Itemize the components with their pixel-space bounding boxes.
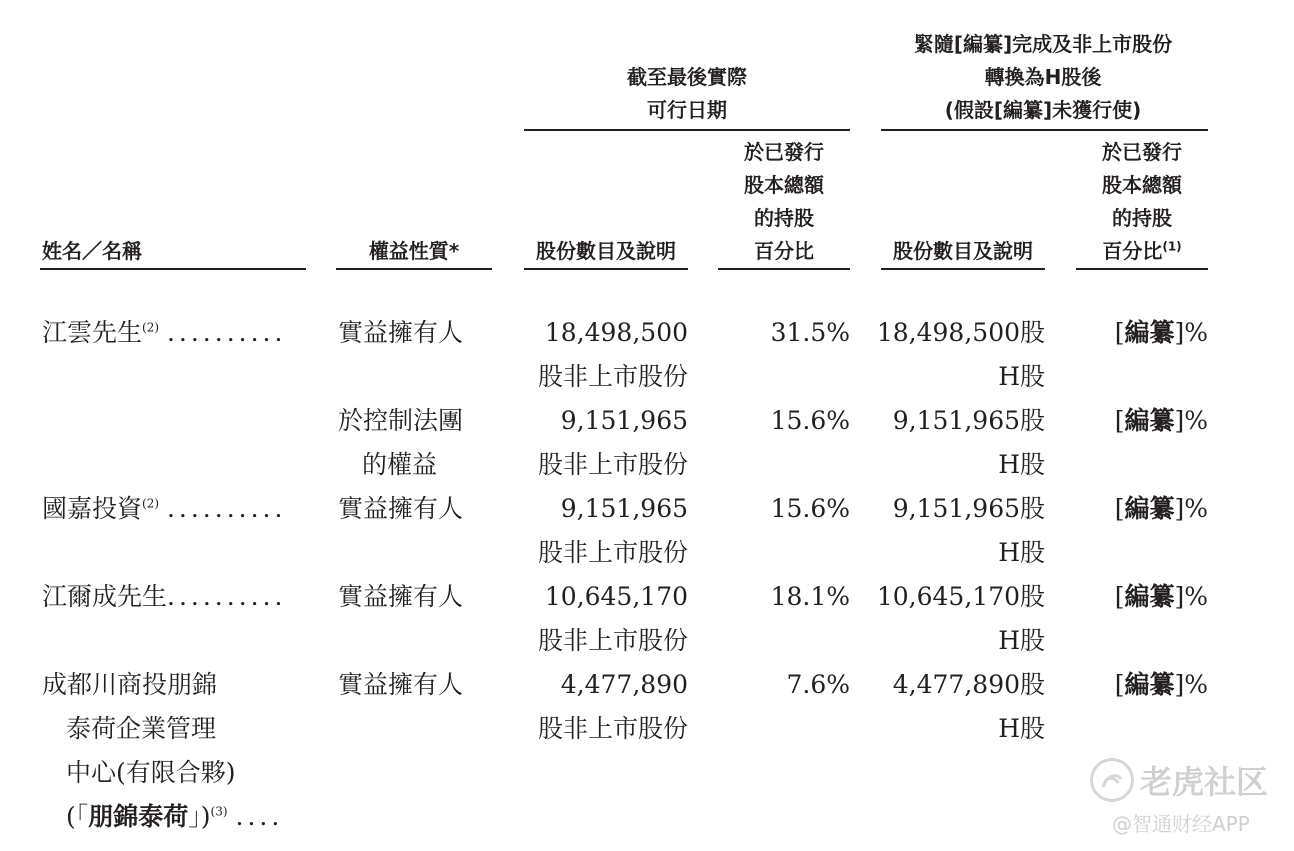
col-header-name: 姓名／名稱	[42, 239, 142, 263]
row5-name-line4	[66, 795, 283, 839]
col-header-pct2-line3: 的持股	[1112, 206, 1172, 230]
row5-pct1: 7.6%	[786, 670, 850, 699]
col-rule-pct1	[718, 268, 850, 270]
row4-pct2-close: ]%	[1174, 582, 1208, 611]
col-header-shares2: 股份數目及說明	[893, 239, 1033, 263]
group1-header	[524, 61, 850, 127]
row5-name-line4-open: (「	[66, 802, 89, 831]
row2-nature-line2: 的權益	[362, 450, 438, 479]
row1-pct1: 31.5%	[770, 318, 850, 347]
col-rule-name	[40, 268, 306, 270]
col-header-pct1-line4: 百分比	[754, 239, 814, 263]
group2-header-line2: 轉換為H股後	[984, 65, 1102, 89]
col-rule-nature	[336, 268, 492, 270]
row2-shares1-desc: 股非上市股份	[537, 450, 688, 479]
row4-pct2	[1076, 575, 1208, 619]
col-header-pct1	[718, 136, 850, 268]
row4-shares2: 10,645,170股	[876, 582, 1045, 611]
row3-shares1-desc: 股非上市股份	[537, 538, 688, 567]
footnote-ref: (1)	[1162, 239, 1182, 254]
row3-pct2-redacted: 編纂	[1124, 494, 1175, 523]
row1-shares1: 18,498,500	[544, 318, 688, 347]
row3-nature: 實益擁有人	[338, 494, 464, 523]
row2-shares2-desc: H股	[998, 450, 1045, 479]
row1-name-text: 江雲先生	[42, 318, 143, 347]
col-header-pct1-line3: 的持股	[754, 206, 814, 230]
row4-shares1-desc: 股非上市股份	[537, 626, 688, 655]
row4-shares2-desc: H股	[998, 626, 1045, 655]
row4-shares1: 10,645,170	[544, 582, 688, 611]
col-header-pct2-line1: 於已發行	[1102, 140, 1182, 164]
row3-footnote: (2)	[142, 496, 160, 511]
group2-header-line1: 緊隨[編纂]完成及非上市股份	[913, 32, 1173, 56]
row3-shares2: 9,151,965股	[892, 494, 1045, 523]
row2-pct2-redacted: 編纂	[1124, 406, 1175, 435]
watermark-brand: 老虎社区	[1140, 763, 1269, 801]
watermark-handle: @智通财经APP	[1112, 812, 1250, 836]
col-header-shares1: 股份數目及說明	[536, 239, 676, 263]
row4-pct2-open: [	[1114, 582, 1125, 611]
row1-pct2-open: [	[1114, 318, 1125, 347]
row5-name-line4-close: 」)	[188, 802, 211, 831]
group2-rule	[881, 129, 1208, 131]
row2-pct1: 15.6%	[770, 406, 850, 435]
row1-nature: 實益擁有人	[338, 318, 464, 347]
row5-leader-dots: ....	[235, 802, 284, 831]
row3-pct2	[1076, 487, 1208, 531]
row5-shares2: 4,477,890股	[892, 670, 1045, 699]
col-header-pct2-line2: 股本總額	[1102, 173, 1182, 197]
row1-name	[42, 311, 286, 355]
row1-pct2	[1076, 311, 1208, 355]
row5-name-line4-short: 朋錦泰荷	[88, 802, 189, 831]
row1-pct2-redacted: 編纂	[1124, 318, 1175, 347]
row3-shares2-desc: H股	[998, 538, 1045, 567]
row4-pct2-redacted: 編纂	[1124, 582, 1175, 611]
row1-shares2: 18,498,500股	[876, 318, 1045, 347]
group1-rule	[524, 129, 850, 131]
row1-footnote: (2)	[142, 320, 160, 335]
row3-leader-dots: ..........	[166, 494, 287, 523]
row2-nature-line1: 於控制法團	[338, 406, 464, 435]
row5-shares2-desc: H股	[998, 714, 1045, 743]
col-header-pct2-line4	[1076, 235, 1208, 268]
row2-pct2	[1076, 399, 1208, 443]
row5-name-line2: 泰荷企業管理	[66, 714, 217, 743]
row5-pct2	[1076, 663, 1208, 707]
col-header-pct1-line2: 股本總額	[744, 173, 824, 197]
row1-shares1-desc: 股非上市股份	[537, 362, 688, 391]
col-header-pct2	[1076, 136, 1208, 268]
row5-shares1: 4,477,890	[560, 670, 688, 699]
row2-shares2: 9,151,965股	[892, 406, 1045, 435]
col-rule-shares2	[881, 268, 1045, 270]
row3-name-text: 國嘉投資	[42, 494, 143, 523]
row4-name-text: 江爾成先生	[42, 582, 168, 611]
col-rule-shares1	[524, 268, 688, 270]
row4-leader-dots: ..........	[167, 582, 287, 611]
col-header-pct1-line1: 於已發行	[744, 140, 824, 164]
row5-name-line3: 中心(有限合夥)	[66, 758, 236, 787]
row4-name	[42, 575, 286, 619]
row3-pct2-open: [	[1114, 494, 1125, 523]
group1-header-line2: 可行日期	[647, 98, 727, 122]
col-header-pct2-line4-text: 百分比	[1102, 239, 1163, 263]
row2-shares1: 9,151,965	[560, 406, 688, 435]
row5-name-line1: 成都川商投朋錦	[42, 670, 218, 699]
row3-pct1: 15.6%	[770, 494, 850, 523]
row4-pct1: 18.1%	[770, 582, 850, 611]
row4-nature: 實益擁有人	[338, 582, 464, 611]
col-rule-pct2	[1076, 268, 1208, 270]
row5-pct2-redacted: 編纂	[1124, 670, 1175, 699]
group2-header	[878, 28, 1208, 127]
watermark-swirl-icon	[1093, 761, 1131, 799]
group2-header-line3: (假設[編纂]未獲行使)	[944, 98, 1142, 122]
row5-shares1-desc: 股非上市股份	[537, 714, 688, 743]
row1-leader-dots: ..........	[166, 318, 287, 347]
group1-header-line1: 截至最後實際	[627, 65, 747, 89]
row1-shares2-desc: H股	[998, 362, 1045, 391]
row2-pct2-open: [	[1114, 406, 1125, 435]
col-header-nature: 權益性質*	[368, 239, 460, 263]
row5-pct2-close: ]%	[1174, 670, 1208, 699]
row5-nature: 實益擁有人	[338, 670, 464, 699]
row3-shares1: 9,151,965	[560, 494, 688, 523]
row2-pct2-close: ]%	[1174, 406, 1208, 435]
row5-footnote: (3)	[210, 804, 228, 819]
row1-pct2-close: ]%	[1174, 318, 1208, 347]
watermark-logo-icon	[1090, 758, 1134, 802]
row3-name	[42, 487, 286, 531]
row5-pct2-open: [	[1114, 670, 1125, 699]
row3-pct2-close: ]%	[1174, 494, 1208, 523]
